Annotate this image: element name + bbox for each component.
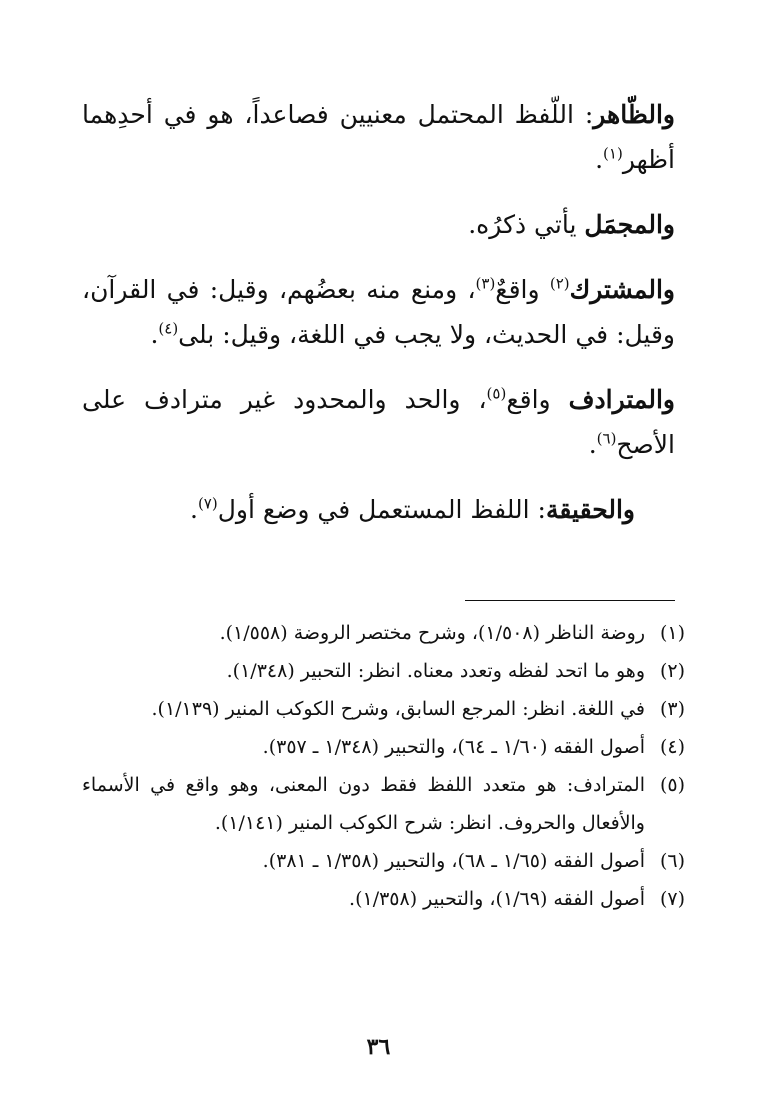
footnote-number: (٧)	[659, 888, 685, 910]
footnote-item	[82, 728, 685, 766]
term-mushtarak: والمشترك	[569, 275, 675, 304]
footnote-text: في اللغة. انظر: المرجع السابق، وشرح الكوكب المنير (١/١٣٩).	[151, 698, 645, 720]
footnote-text: أصول الفقه (١/٦٠ ـ ٦٤)، والتحبير (١/٣٤٨ ـ ٣٥٧).	[262, 736, 645, 758]
footnote-text: المترادف: هو متعدد اللفظ فقط دون المعنى، وهو واقع في الأسماء والأفعال والحروف. انظر: شرح الكوكب المنير (١/١٤١).	[82, 774, 645, 834]
footnote-ref[interactable]: (٤)	[158, 319, 179, 338]
term-haqiqa: والحقيقة	[545, 495, 635, 524]
paragraph-tail: .	[150, 320, 159, 349]
paragraph-text: : اللّفظ المحتمل معنيين فصاعداً، هو في أحدِهما أظهر	[82, 100, 675, 174]
footnote-number: (١)	[659, 622, 685, 644]
paragraph-tail: .	[595, 145, 604, 174]
footnote-text: روضة الناظر (١/٥٠٨)، وشرح مختصر الروضة (١/٥٥٨).	[219, 622, 645, 644]
footnote-item	[82, 652, 685, 690]
paragraph-zahir	[82, 92, 675, 182]
footnote-item	[82, 614, 685, 652]
footnote-text: أصول الفقه (١/٦٩)، والتحبير (١/٣٥٨).	[349, 888, 645, 910]
footnote-item	[82, 766, 685, 842]
paragraph-text: واقعٌ	[495, 275, 550, 304]
paragraph-text: ، ومنع منه بعضُهم، وقيل: في القرآن، وقيل: في الحديث، ولا يجب في اللغة، وقيل: بلى	[82, 275, 675, 349]
footnote-ref[interactable]: (٢)	[549, 274, 570, 293]
footnote-ref[interactable]: (٣)	[475, 274, 496, 293]
paragraph-text: يأتي ذكرُه.	[468, 210, 585, 239]
footnote-item	[82, 842, 685, 880]
footnote-number: (٢)	[659, 660, 685, 682]
paragraph-haqiqa	[82, 487, 675, 532]
term-mutaradif: والمترادف	[568, 385, 675, 414]
footnote-number: (٦)	[659, 850, 685, 872]
main-text	[82, 92, 675, 532]
paragraph-text: : اللفظ المستعمل في وضع أول	[217, 495, 546, 524]
footnote-text: أصول الفقه (١/٦٥ ـ ٦٨)، والتحبير (١/٣٥٨ ـ ٣٨١).	[262, 850, 645, 872]
footnote-separator	[465, 600, 675, 601]
term-mujmal: والمجمَل	[584, 210, 675, 239]
paragraph-mutaradif	[82, 377, 675, 467]
term-zahir: والظّاهر	[593, 100, 675, 129]
footnote-text: وهو ما اتحد لفظه وتعدد معناه. انظر: التحبير (١/٣٤٨).	[226, 660, 645, 682]
paragraph-mushtarak	[82, 267, 675, 357]
paragraph-tail: .	[189, 495, 198, 524]
footnote-item	[82, 880, 685, 918]
footnotes	[82, 614, 685, 918]
footnote-number: (٤)	[659, 736, 685, 758]
paragraph-text: ، والحد والمحدود غير مترادف على الأصح	[82, 385, 675, 459]
page-number: ٣٦	[366, 1034, 391, 1060]
paragraph-mujmal	[82, 202, 675, 247]
footnote-ref[interactable]: (٦)	[596, 429, 617, 448]
footnote-ref[interactable]: (١)	[603, 144, 623, 163]
paragraph-text: واقع	[506, 385, 569, 414]
footnote-number: (٥)	[659, 774, 685, 796]
footnote-number: (٣)	[659, 698, 685, 720]
footnote-ref[interactable]: (٥)	[486, 384, 507, 403]
paragraph-tail: .	[588, 430, 597, 459]
footnote-item	[82, 690, 685, 728]
footnote-ref[interactable]: (٧)	[197, 494, 218, 513]
